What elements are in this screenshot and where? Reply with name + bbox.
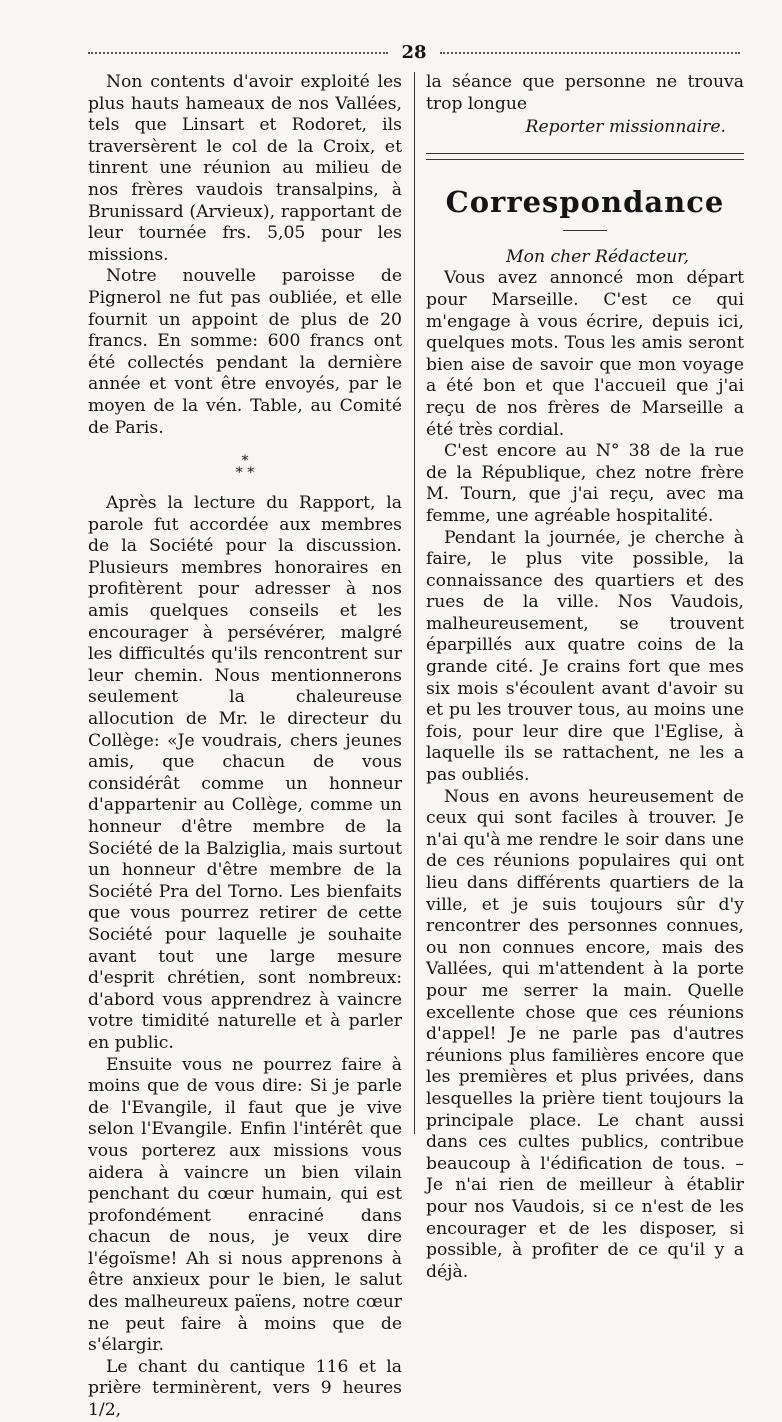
paragraph: Ensuite vous ne pourrez faire à moins que de vous dire: Si je parle de l'Evangile, il faut que je vive selon l'Evangile. Enfin l'intérêt que vous porterez aux missions vous aidera à vaincre un bien vilain penchant du cœur humain, qui est profondément enraciné dans chacun de nous, je veux dire l'égoïsme! Ah si nous apprenons à être anxieux pour le bien, le salut des malheureux païens, notre cœur ne peut faire à moins que de s'élargir. — [88, 1054, 402, 1356]
section-title: Correspondance — [445, 184, 725, 219]
paragraph: Après la lecture du Rapport, la parole fut accordée aux membres de la Société pour la discussion. Plusieurs membres honoraires en profitèrent pour adresser à nos amis quelques conseils et les encourager à persévérer, malgré les difficultés qu'ils rencontrent sur leur chemin. Nous mentionnerons seulement la chaleureuse allocution de Mr. le directeur du Collège: «Je voudrais, chers jeunes amis, que chacun de vous considérât comme un honneur d'appartenir au Collège, comme un honneur d'être membre de la Société de la Balziglia, mais surtout un honneur d'être membre de la Société Pra del Torno. Les bienfaits que vous pourrez retirer de cette Société pour laquelle je souhaite avant tout une large mesure d'esprit chrétien, sont nombreux: d'abord vous apprendrez à vaincre votre timidité naturelle et à parler en public. — [88, 493, 402, 1053]
salutation: Mon cher Rédacteur, — [506, 246, 689, 267]
column-divider — [414, 72, 415, 1134]
paragraph-continuation: la séance que personne ne trouva trop longue — [426, 72, 744, 114]
page-number: 28 — [401, 42, 427, 63]
section-break-asterisks: * * * — [235, 453, 255, 482]
signature: Reporter missionnaire. — [525, 117, 726, 138]
paragraph: C'est encore au N° 38 de la rue de la République, chez notre frère M. Tourn, que j'ai reçu, avec ma femme, une agréable hospitalité. — [426, 441, 744, 526]
paragraph: Vous avez annoncé mon départ pour Marseille. C'est ce qui m'engage à vous écrire, depuis ici, quelques mots. Tous les amis seront bien aise de savoir que mon voyage a été bon et que l'accueil que j'ai reçu de nos frères de Marseille a été très cordial. — [426, 268, 744, 440]
paragraph: Nous en avons heureusement de ceux qui sont faciles à trouver. Je n'ai qu'à me rendre le soir dans une de ces réunions populaires qui ont lieu dans différents quartiers de la ville, et je suis toujours sûr d'y rencontrer des personnes connues, ou non connues encore, mais des Vallées, qui m'attendent à la porte pour me serrer la main. Quelle excellente chose que ces réunions d'appel! Je ne parle pas d'autres réunions plus familières encore que les premières et plus privées, dans lesquelles la prière tient toujours la principale place. Le chant aussi dans ces cultes publics, contribue beaucoup à l'édification de tous. – Je n'ai rien de meilleur à établir pour nos Vaudois, si ce n'est de les encourager et de les disposer, si possible, à profiter de ce qu'il y a déjà. — [426, 786, 744, 1282]
paragraph: Non contents d'avoir exploité les plus hauts hameaux de nos Vallées, tels que Linsart et Rodoret, ils traversèrent le col de la Croix, et tinrent une réunion au milieu de nos frères vaudois transalpins, à Brunissard (Arvieux), rapportant de leur tournée frs. 5,05 pour les missions. — [88, 72, 402, 265]
right-column — [426, 72, 744, 1283]
paragraph: Le chant du cantique 116 et la prière terminèrent, vers 9 heures 1/2, — [88, 1356, 402, 1421]
title-rule — [563, 230, 607, 231]
header-rule-left — [88, 52, 388, 54]
section-rule — [426, 153, 744, 160]
page-header — [88, 42, 740, 64]
paragraph: Pendant la journée, je cherche à faire, le plus vite possible, la connaissance des quartiers et des rues de la ville. Nos Vaudois, malheureusement, se trouvent éparpillés aux quatre coins de la grande cité. Je crains fort que mes six mois s'écoulent avant d'avoir su et pu les trouver tous, au moins une fois, pour leur dire que l'Eglise, à laquelle ils se rattachent, ne les a pas oubliés. — [426, 527, 744, 786]
header-rule-right — [440, 52, 740, 54]
paragraph: Notre nouvelle paroisse de Pignerol ne fut pas oubliée, et elle fournit un appoint de plus de 20 francs. En somme: 600 francs ont été collectés pendant la dernière année et vont être envoyés, par le moyen de la vén. Table, au Comité de Paris. — [88, 266, 402, 438]
left-column — [88, 72, 402, 1422]
